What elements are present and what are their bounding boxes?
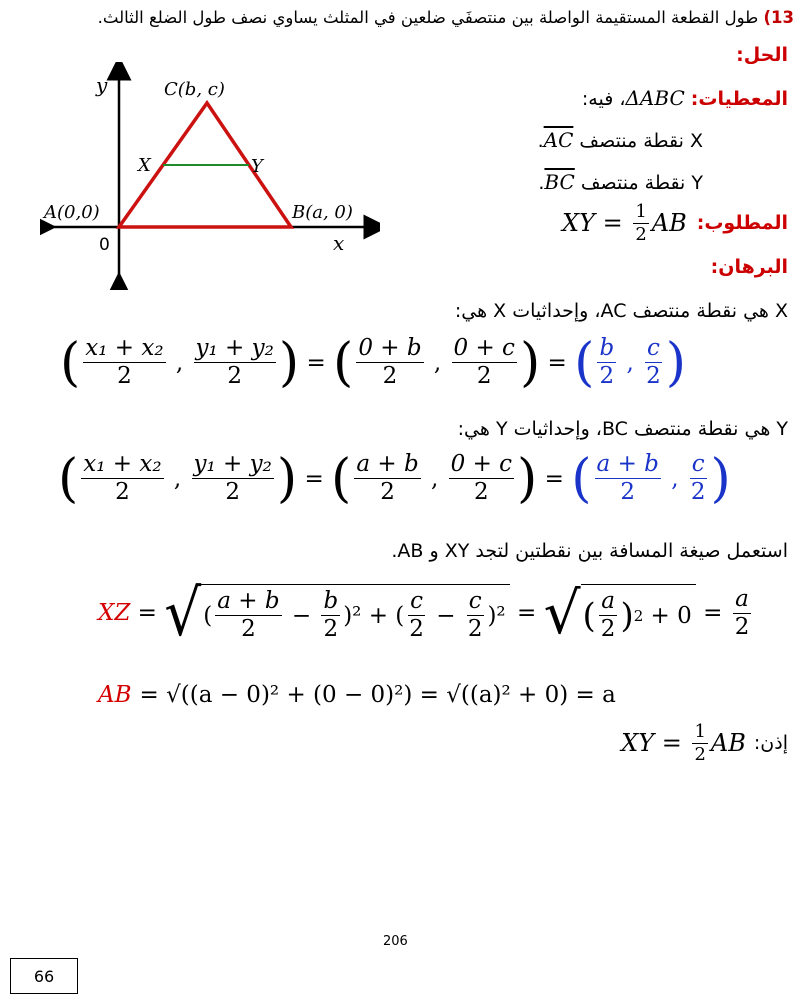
- page-number-box-text: 66: [33, 966, 55, 986]
- point-c-label: C(b, c): [164, 79, 225, 100]
- den: 2: [225, 479, 240, 506]
- period: .: [537, 130, 544, 152]
- y-intro: Y هي نقطة منتصف BC، وإحداثيات Y هي:: [457, 418, 788, 440]
- den: 2: [600, 616, 616, 643]
- x-midpoint-formula: ( $\frac{\text{x₁ + x₂}}{2}$ , $\frac{\text{y₁ + y₂}}{2}$ ) = ( $\frac{0 + b}{2}$ , $\frac{0 + c}{2}$ ) = ( $\frac{b}{2}$ , $\frac{c}{2}$ ): [60, 332, 687, 393]
- num-x: x₁ + x₂: [81, 452, 163, 479]
- xz-formula: XZ = √ ( $\frac{a + b}{2}$ − $\frac{b}{2}$ )² + ( $\frac{c}{2}$ − $\frac{c}{2}$ )² = √ ( $\frac{a}{2}$ ) 2 + 0 = $\frac{a}{2}$: [98, 575, 750, 651]
- den: 2: [227, 363, 242, 390]
- den: 2: [117, 363, 132, 390]
- num-a: a: [599, 589, 617, 616]
- num-a: a: [733, 587, 751, 614]
- point-a-label: A(0,0): [44, 202, 100, 223]
- frac-num: 1: [694, 721, 706, 742]
- given-x: [538, 128, 703, 152]
- den: 2: [323, 616, 339, 643]
- proof-heading: البرهان:: [710, 256, 788, 278]
- triangle-name: ΔABC: [625, 86, 685, 110]
- num-y: y₁ + y₂: [192, 452, 274, 479]
- num-c: c: [645, 336, 662, 363]
- x-intro: X هي نقطة منتصف AC، وإحداثيات X هي:: [454, 300, 788, 322]
- den: 2: [690, 479, 706, 506]
- given-y: [538, 170, 703, 194]
- xy-symbol: XY: [562, 209, 595, 238]
- den: 2: [467, 616, 483, 643]
- xz-symbol: XZ: [98, 600, 131, 627]
- page-number-center: 206: [383, 934, 408, 949]
- num-ab: a + b: [215, 589, 281, 616]
- y-midpoint-result: ( $\frac{a + b}{2}$ , $\frac{c}{2}$ ): [571, 448, 731, 509]
- ab-formula: [98, 682, 616, 708]
- num-0b: 0 + b: [356, 336, 423, 363]
- solution-heading: الحل:: [736, 44, 788, 66]
- given-x-text: X نقطة منتصف: [579, 130, 703, 152]
- num-ab: a + b: [354, 452, 420, 479]
- den: 2: [409, 616, 424, 643]
- ab-rhs: = √((a − 0)² + (0 − 0)²) = √((a)² + 0) = a: [139, 682, 616, 708]
- y-midpoint-formula: ( $\frac{\text{x₁ + x₂}}{2}$ , $\frac{\text{y₁ + y₂}}{2}$ ) = ( $\frac{a + b}{2}$ , $\frac{0 + c}{2}$ ) = ( $\frac{a + b}{2}$ , $\frac{c}{2}$ ): [58, 448, 731, 509]
- problem-statement: [98, 8, 794, 27]
- given-y-text: Y نقطة منتصف: [580, 172, 703, 194]
- den: 2: [115, 479, 130, 506]
- xy-symbol: XY: [621, 729, 655, 758]
- den: 2: [646, 363, 661, 390]
- den: 2: [476, 363, 492, 390]
- problem-number: 13): [763, 8, 794, 27]
- den: 2: [734, 613, 750, 640]
- den: 2: [241, 616, 256, 643]
- xz-radicand-2: ( $\frac{a}{2}$ ) 2 + 0: [581, 584, 696, 643]
- num-c: c: [467, 589, 484, 616]
- segment-ac: AC: [543, 128, 574, 152]
- frac-num: 1: [635, 201, 647, 222]
- point-x-label: X: [138, 155, 151, 176]
- givens-line: [582, 86, 788, 110]
- num-ab: a + b: [595, 452, 661, 479]
- num-c: c: [690, 452, 707, 479]
- num-y: y₁ + y₂: [194, 336, 276, 363]
- therefore-label: إذن:: [753, 732, 788, 755]
- problem-text: طول القطعة المستقيمة الواصلة بين منتصفَي ضلعين في المثلث يساوي نصف طول الضلع الثالث.: [97, 8, 759, 27]
- x-axis-label: x: [333, 231, 345, 255]
- required-label: المطلوب:: [696, 212, 788, 235]
- num-x: x₁ + x₂: [83, 336, 165, 363]
- num-0c: 0 + c: [452, 336, 517, 363]
- page-number-box: [10, 958, 78, 994]
- origin-label: 0: [99, 235, 110, 255]
- point-b-label: B(a, 0): [292, 202, 353, 223]
- frac-den: 2: [694, 743, 706, 765]
- num-c: c: [408, 589, 425, 616]
- segment-bc: BC: [544, 170, 575, 194]
- frac-den: 2: [635, 223, 647, 245]
- ab-symbol: AB: [651, 209, 687, 238]
- num-b: b: [597, 336, 616, 363]
- ab-symbol: AB: [710, 729, 746, 758]
- period: .: [538, 172, 545, 194]
- num-b: b: [321, 589, 340, 616]
- givens-label: المعطيات:: [690, 88, 788, 110]
- den: 2: [382, 363, 398, 390]
- point-y-label: Y: [251, 156, 263, 177]
- den: 2: [380, 479, 395, 506]
- required-line: [562, 202, 788, 245]
- distance-intro: استعمل صيغة المسافة بين نقطتين لتجد XY و AB.: [391, 540, 788, 562]
- givens-in-it: ، فيه:: [581, 88, 626, 110]
- num-0c: 0 + c: [449, 452, 514, 479]
- therefore-equation: XY = $\frac{1}{2}$ AB: [621, 721, 746, 765]
- ab-symbol-red: AB: [98, 682, 132, 708]
- den: 2: [620, 479, 636, 506]
- triangle-figure: [40, 62, 380, 290]
- y-axis-label: y: [96, 73, 108, 97]
- xz-radicand: ( $\frac{a + b}{2}$ − $\frac{b}{2}$ )² + ( $\frac{c}{2}$ − $\frac{c}{2}$ )²: [201, 584, 509, 643]
- den: 2: [599, 363, 615, 390]
- x-midpoint-result: ( $\frac{b}{2}$ , $\frac{c}{2}$ ): [574, 332, 687, 393]
- required-equation: XY = $\frac{1}{2}$ AB: [562, 201, 687, 245]
- therefore-line: [621, 722, 788, 765]
- den: 2: [474, 479, 489, 506]
